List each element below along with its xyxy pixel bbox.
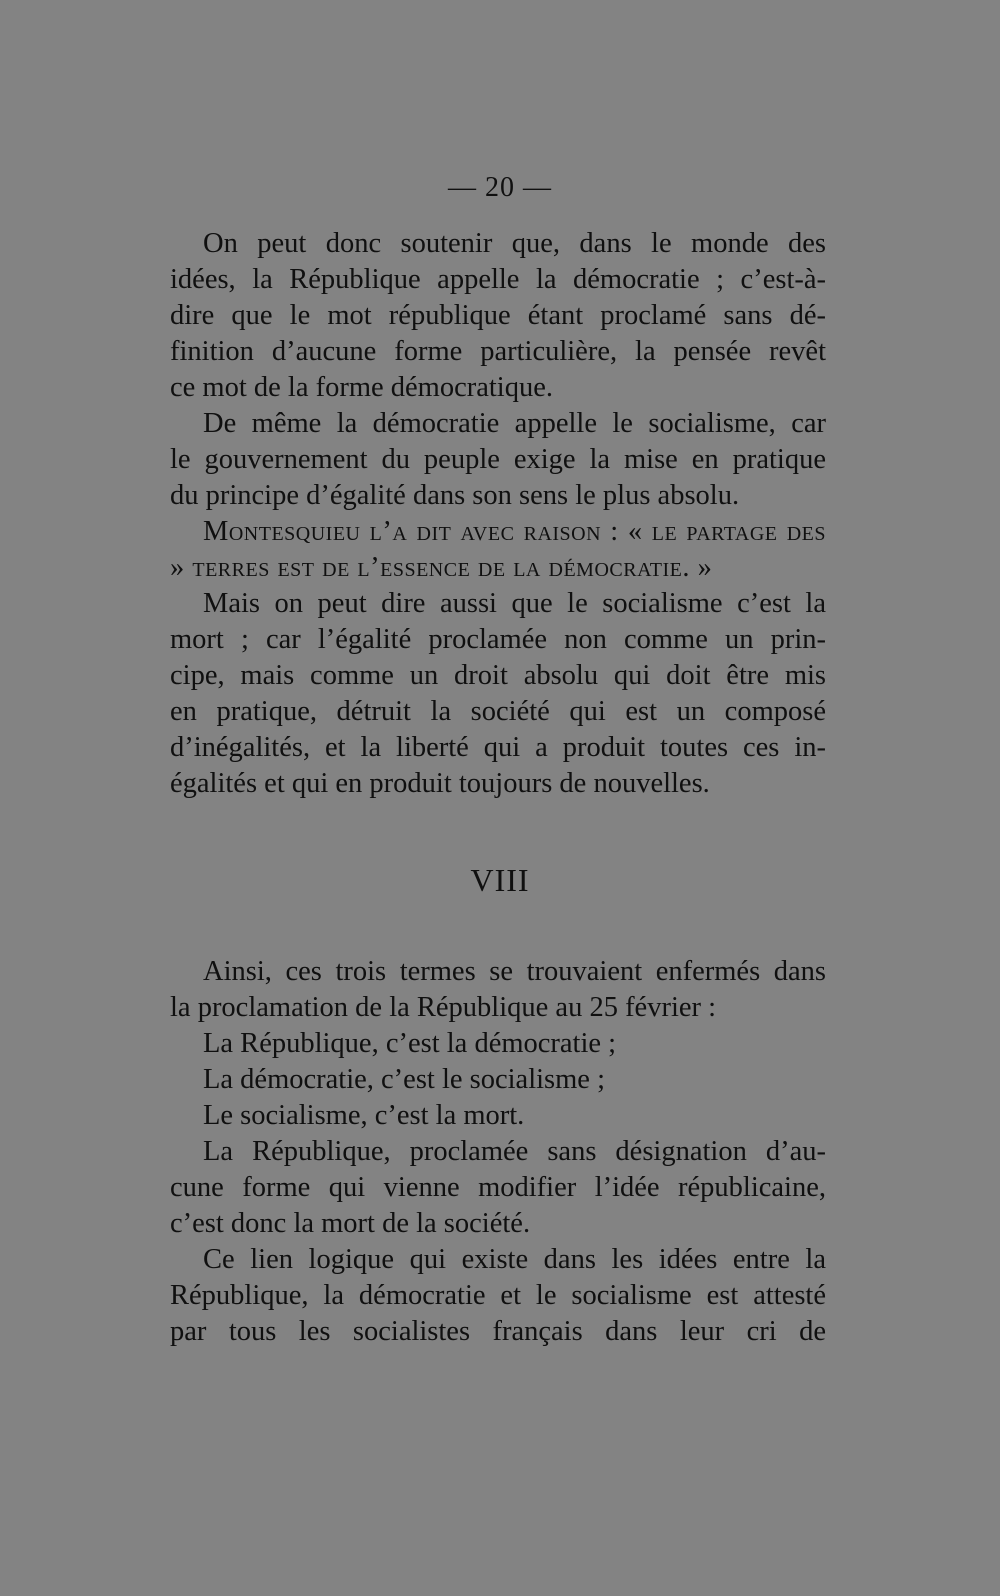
text-line: mort ; car l’égalité proclamée non comme un prin- xyxy=(170,624,826,655)
text-line: Mais on peut dire aussi que le socialisme c’est la xyxy=(203,588,826,619)
text-line: par tous les socialistes français dans leur cri de xyxy=(170,1316,826,1347)
text-line: Ainsi, ces trois termes se trouvaient enfermés dans xyxy=(203,956,826,987)
text-line: La République, c’est la démocratie ; xyxy=(203,1028,617,1059)
text-line: ce mot de la forme démocratique. xyxy=(170,372,553,403)
text-line: De même la démocratie appelle le socialisme, car xyxy=(203,408,826,439)
text-line: idées, la République appelle la démocratie ; c’est-à- xyxy=(170,264,826,295)
text-line: Le socialisme, c’est la mort. xyxy=(203,1100,525,1131)
text-line: La République, proclamée sans désignation d’au- xyxy=(203,1136,826,1167)
text-line: d’inégalités, et la liberté qui a produit toutes ces in- xyxy=(170,732,826,763)
text-line: République, la démocratie et le socialisme est attesté xyxy=(170,1280,826,1311)
text-line: La démocratie, c’est le socialisme ; xyxy=(203,1064,605,1095)
text-line: dire que le mot république étant proclamé sans dé- xyxy=(170,300,826,331)
text-line: égalités et qui en produit toujours de nouvelles. xyxy=(170,768,710,799)
text-line: cune forme qui vienne modifier l’idée républicaine, xyxy=(170,1172,826,1203)
text-line: c’est donc la mort de la société. xyxy=(170,1208,531,1239)
page-number: — 20 — xyxy=(448,172,552,203)
text-line: en pratique, détruit la société qui est un composé xyxy=(170,696,826,727)
text-line: le gouvernement du peuple exige la mise en pratique xyxy=(170,444,826,475)
text-line: Ce lien logique qui existe dans les idées entre la xyxy=(203,1244,826,1275)
text-line: cipe, mais comme un droit absolu qui doit être mis xyxy=(170,660,826,691)
text-line: On peut donc soutenir que, dans le monde des xyxy=(203,228,826,259)
text-line: » terres est de l’essence de la démocratie. » xyxy=(170,552,713,583)
text-line: Montesquieu l’a dit avec raison : « le partage des xyxy=(203,516,826,547)
text-line: la proclamation de la République au 25 février : xyxy=(170,992,717,1023)
text-line: du principe d’égalité dans son sens le plus absolu. xyxy=(170,480,740,511)
section-heading: VIII xyxy=(470,862,530,898)
text-line: finition d’aucune forme particulière, la pensée revêt xyxy=(170,336,826,367)
